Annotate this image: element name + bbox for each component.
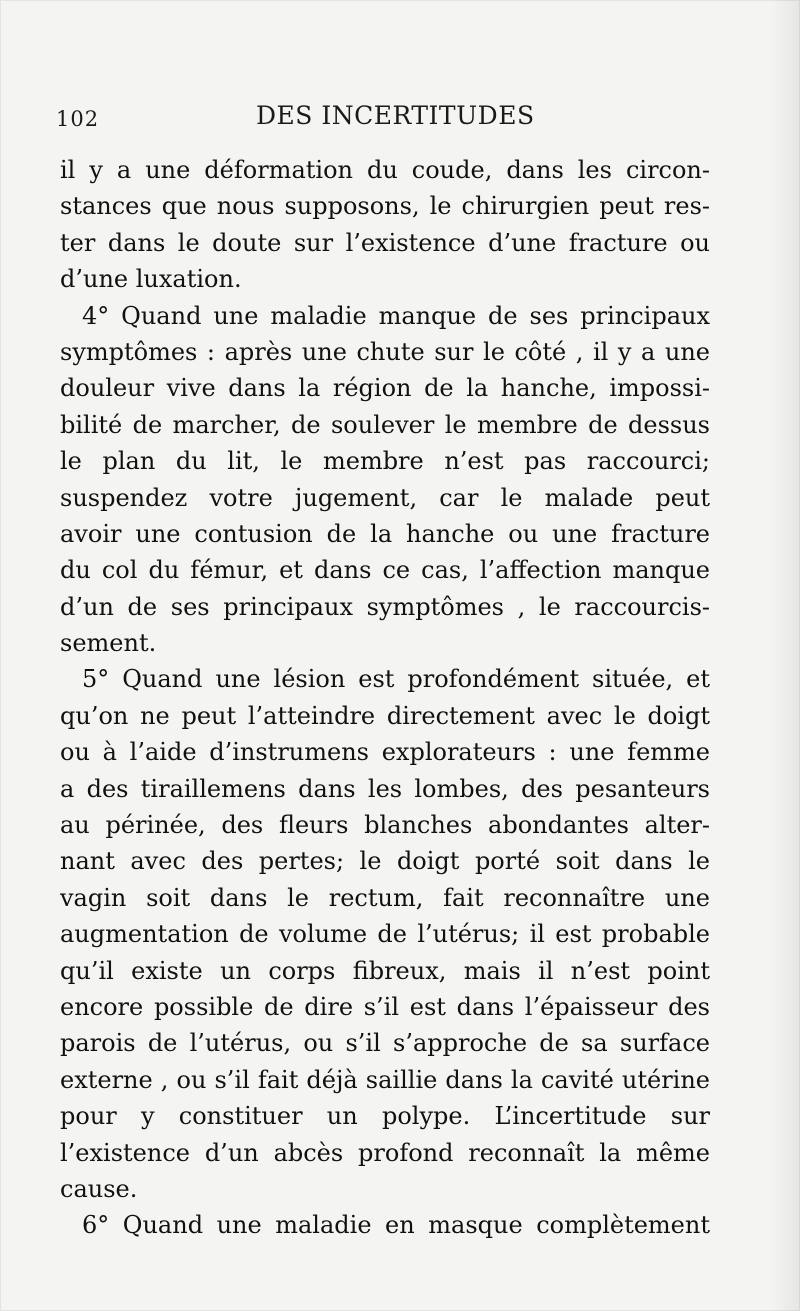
text-line: d’une luxation. xyxy=(60,265,242,294)
text-line: 5° Quand une lésion est profondément située, et xyxy=(82,665,710,694)
text-line: l’existence d’un abcès profond reconnaît la même xyxy=(60,1138,710,1167)
text-line: le plan du lit, le membre n’est pas raccourci; xyxy=(60,447,710,476)
text-line: a des tiraillemens dans les lombes, des pesanteurs xyxy=(60,774,710,803)
text-line: qu’il existe un corps fibreux, mais il n’est point xyxy=(60,956,710,985)
text-line: du col du fémur, et dans ce cas, l’affection manque xyxy=(60,556,710,585)
text-line: douleur vive dans la région de la hanche, impossi- xyxy=(60,374,710,403)
text-line: qu’on ne peut l’atteindre directement avec le doigt xyxy=(60,701,710,730)
text-line: nant avec des pertes; le doigt porté soit dans le xyxy=(60,847,710,876)
text-line: 6° Quand une maladie en masque complètement xyxy=(82,1211,710,1240)
text-line: encore possible de dire s’il est dans l’épaisseur des xyxy=(60,992,710,1021)
body-text xyxy=(60,152,710,1244)
text-line: d’un de ses principaux symptômes , le raccourcis- xyxy=(60,592,710,621)
text-line: au périnée, des fleurs blanches abondantes alter- xyxy=(60,811,710,840)
text-line: il y a une déformation du coude, dans les circon- xyxy=(60,156,710,184)
text-line: suspendez votre jugement, car le malade peut xyxy=(60,483,710,512)
text-line: vagin soit dans le rectum, fait reconnaître une xyxy=(60,883,710,912)
text-line: pour y constituer un polype. L’incertitude sur xyxy=(60,1102,710,1131)
text-line: stances que nous supposons, le chirurgien peut res- xyxy=(60,192,710,221)
text-line: cause. xyxy=(60,1174,138,1203)
text-line: symptômes : après une chute sur le côté , il y a une xyxy=(60,337,710,366)
text-line: parois de l’utérus, ou s’il s’approche de sa surface xyxy=(60,1029,710,1058)
text-line: sement. xyxy=(60,629,157,658)
text-line: externe , ou s’il fait déjà saillie dans la cavité utérine xyxy=(60,1065,710,1094)
text-line: avoir une contusion de la hanche ou une fracture xyxy=(60,519,710,548)
text-line: ter dans le doute sur l’existence d’une fracture ou xyxy=(60,228,710,257)
text-line: bilité de marcher, de soulever le membre de dessus xyxy=(60,410,710,439)
text-line: 4° Quand une maladie manque de ses principaux xyxy=(82,301,710,330)
text-line: ou à l’aide d’instrumens explorateurs : une femme xyxy=(60,738,710,767)
text-line: augmentation de volume de l’utérus; il est probable xyxy=(60,920,710,949)
running-head xyxy=(56,101,716,137)
running-title: DES INCERTITUDES xyxy=(256,101,535,130)
page-number: 102 xyxy=(56,107,100,131)
